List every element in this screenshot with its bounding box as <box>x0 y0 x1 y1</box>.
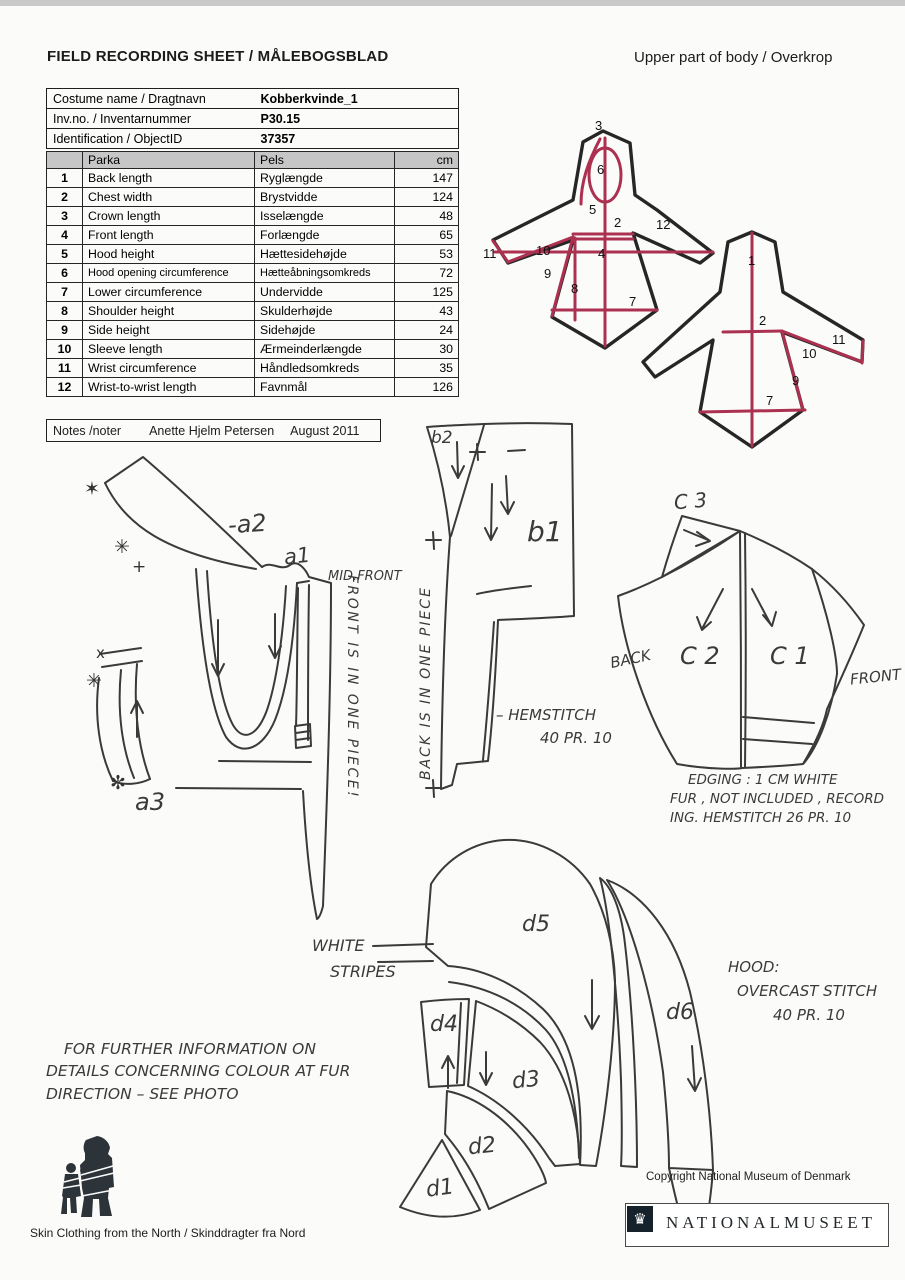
measure-ref-back: 2 <box>759 313 767 328</box>
table-row <box>47 89 459 109</box>
table-row <box>47 226 459 245</box>
measure-en: Lower circumference <box>83 283 255 302</box>
col-header-unit: cm <box>395 152 459 169</box>
table-row <box>47 169 459 188</box>
table-row <box>47 245 459 264</box>
measure-da: Brystvidde <box>255 188 395 207</box>
table-row <box>47 109 459 129</box>
measure-da: Hætteåbningsomkreds <box>255 264 395 283</box>
measure-ref-front: 6 <box>597 162 605 177</box>
asterisk-mark: ✳ <box>114 536 130 558</box>
front-side-label: FRONT <box>849 665 903 689</box>
page-subtitle: Upper part of body / Overkrop <box>634 49 833 66</box>
page-title: FIELD RECORDING SHEET / MÅLEBOGSBLAD <box>47 48 389 65</box>
notes-date: August 2011 <box>290 423 360 438</box>
measure-da: Håndledsomkreds <box>255 359 395 378</box>
museum-name: NATIONALMUSEET <box>666 1213 876 1232</box>
back-one-piece-note: BACK IS IN ONE PIECE <box>418 586 434 780</box>
piece-label-c2: C 2 <box>680 642 720 670</box>
meta-label: Identification / ObjectID <box>47 129 255 149</box>
piece-label-d1: d1 <box>424 1174 456 1203</box>
table-row <box>47 321 459 340</box>
table-row <box>47 207 459 226</box>
measure-ref-front: 11 <box>483 246 497 261</box>
asterisk-mark: ✳ <box>86 670 102 692</box>
table-row <box>47 283 459 302</box>
measure-en: Sleeve length <box>83 340 255 359</box>
row-num: 4 <box>47 226 83 245</box>
piece-label-a1: a1 <box>282 542 312 570</box>
hemstitch-note-line1: – HEMSTITCH <box>496 706 596 724</box>
measure-cm: 147 <box>395 169 459 188</box>
measure-en: Hood opening circumference <box>83 264 255 283</box>
measure-ref-back: 1 <box>748 253 756 268</box>
piece-label-d6: d6 <box>666 1000 694 1025</box>
piece-label-a3: a3 <box>135 788 165 816</box>
measure-en: Back length <box>83 169 255 188</box>
table-row <box>47 359 459 378</box>
measure-da: Ryglængde <box>255 169 395 188</box>
star-mark: ✼ <box>110 772 126 794</box>
col-header-da: Pels <box>255 152 395 169</box>
measure-ref-back: 10 <box>802 346 817 361</box>
measure-ref-back: 7 <box>766 393 774 408</box>
table-row <box>47 378 459 397</box>
copyright-note: Copyright National Museum of Denmark <box>646 1171 851 1183</box>
back-side-label: BACK <box>608 645 653 673</box>
measure-da: Undervidde <box>255 283 395 302</box>
piece-label-b1: b1 <box>527 515 563 548</box>
row-num: 7 <box>47 283 83 302</box>
white-stripes-note-line2: STRIPES <box>330 962 396 981</box>
hood-note-line1: HOOD: <box>728 958 780 976</box>
inuit-figures-logo <box>61 1136 114 1217</box>
measure-da: Sidehøjde <box>255 321 395 340</box>
measure-cm: 48 <box>395 207 459 226</box>
notes-box <box>46 419 381 442</box>
measure-ref-back: 11 <box>832 332 846 347</box>
further-info-line3: DIRECTION – SEE PHOTO <box>46 1085 239 1103</box>
measure-ref-front: 9 <box>544 266 552 281</box>
white-stripes-note-line1: WHITE <box>312 936 365 955</box>
front-one-piece-note: FRONT IS IN ONE PIECE! <box>344 575 360 800</box>
mid-front-note: MID.FRONT <box>328 569 402 584</box>
table-row <box>47 188 459 207</box>
object-meta-table <box>46 88 459 149</box>
measure-cm: 124 <box>395 188 459 207</box>
pattern-piece-a <box>97 457 331 919</box>
measure-en: Front length <box>83 226 255 245</box>
measure-ref-front: 12 <box>656 217 671 232</box>
measure-cm: 35 <box>395 359 459 378</box>
measure-da: Skulderhøjde <box>255 302 395 321</box>
measure-en: Chest width <box>83 188 255 207</box>
meta-label: Inv.no. / Inventarnummer <box>47 109 255 129</box>
col-header-en: Parka <box>83 152 255 169</box>
hemstitch-note-line2: 40 PR. 10 <box>540 729 612 747</box>
measure-da: Isselængde <box>255 207 395 226</box>
star-mark: ✶ <box>84 478 100 500</box>
row-num: 12 <box>47 378 83 397</box>
hood-note-line2: OVERCAST STITCH <box>737 982 878 1000</box>
x-mark: x <box>96 644 105 662</box>
measure-da: Forlængde <box>255 226 395 245</box>
measure-cm: 65 <box>395 226 459 245</box>
row-num: 10 <box>47 340 83 359</box>
measure-cm: 53 <box>395 245 459 264</box>
measure-en: Side height <box>83 321 255 340</box>
series-title: Skin Clothing from the North / Skinddragter fra Nord <box>30 1226 306 1240</box>
further-info-line1: FOR FURTHER INFORMATION ON <box>64 1040 316 1058</box>
measure-en: Crown length <box>83 207 255 226</box>
measure-cm: 125 <box>395 283 459 302</box>
piece-label-d4: d4 <box>430 1012 458 1037</box>
further-info-line2: DETAILS CONCERNING COLOUR AT FUR <box>46 1062 351 1080</box>
meta-value: Kobberkvinde_1 <box>255 89 459 109</box>
measure-ref-front: 7 <box>629 294 637 309</box>
table-row <box>47 264 459 283</box>
piece-label-d5: d5 <box>522 912 550 937</box>
measure-ref-front: 10 <box>536 243 551 258</box>
piece-label-d3: d3 <box>510 1066 542 1095</box>
row-num: 8 <box>47 302 83 321</box>
measure-en: Hood height <box>83 245 255 264</box>
piece-label-d2: d2 <box>466 1132 498 1161</box>
piece-label-c3: C 3 <box>673 487 709 515</box>
measure-ref-front: 8 <box>571 281 579 296</box>
measure-da: Ærmeinderlængde <box>255 340 395 359</box>
measure-ref-front: 3 <box>595 118 603 133</box>
measure-ref-front: 4 <box>598 246 606 261</box>
pattern-piece-c <box>618 516 864 769</box>
measurement-table <box>46 151 459 397</box>
meta-value: P30.15 <box>255 109 459 129</box>
edging-note-line1: EDGING : 1 CM WHITE <box>688 772 838 788</box>
notes-label: Notes /noter <box>53 423 122 438</box>
measure-en: Wrist-to-wrist length <box>83 378 255 397</box>
measure-cm: 126 <box>395 378 459 397</box>
meta-label: Costume name / Dragtnavn <box>47 89 255 109</box>
row-num: 11 <box>47 359 83 378</box>
row-num: 6 <box>47 264 83 283</box>
measure-cm: 24 <box>395 321 459 340</box>
table-row <box>47 302 459 321</box>
table-row <box>47 129 459 149</box>
col-header-num <box>47 152 83 169</box>
measure-da: Favnmål <box>255 378 395 397</box>
hood-note-line3: 40 PR. 10 <box>773 1006 845 1024</box>
measure-en: Wrist circumference <box>83 359 255 378</box>
measure-ref-front: 5 <box>589 202 597 217</box>
measure-en: Shoulder height <box>83 302 255 321</box>
row-num: 9 <box>47 321 83 340</box>
measure-cm: 30 <box>395 340 459 359</box>
notes-author: Anette Hjelm Petersen <box>149 423 275 438</box>
measure-da: Hættesidehøjde <box>255 245 395 264</box>
table-row <box>47 340 459 359</box>
edging-note-line3: ING. HEMSTITCH 26 PR. 10 <box>670 810 852 826</box>
measure-cm: 43 <box>395 302 459 321</box>
table-header-row <box>47 152 459 169</box>
row-num: 2 <box>47 188 83 207</box>
measure-ref-back: 9 <box>792 373 800 388</box>
row-num: 5 <box>47 245 83 264</box>
measure-cm: 72 <box>395 264 459 283</box>
row-num: 1 <box>47 169 83 188</box>
piece-label-b2: b2 <box>431 428 453 448</box>
crown-icon: ♛ <box>627 1206 653 1232</box>
piece-label-c1: C 1 <box>770 642 810 670</box>
plus-mark: + <box>132 557 147 577</box>
row-num: 3 <box>47 207 83 226</box>
piece-label-a2: -a2 <box>227 508 268 540</box>
edging-note-line2: FUR , NOT INCLUDED , RECORD <box>670 791 885 807</box>
meta-value: 37357 <box>255 129 459 149</box>
measure-ref-front: 2 <box>614 215 622 230</box>
